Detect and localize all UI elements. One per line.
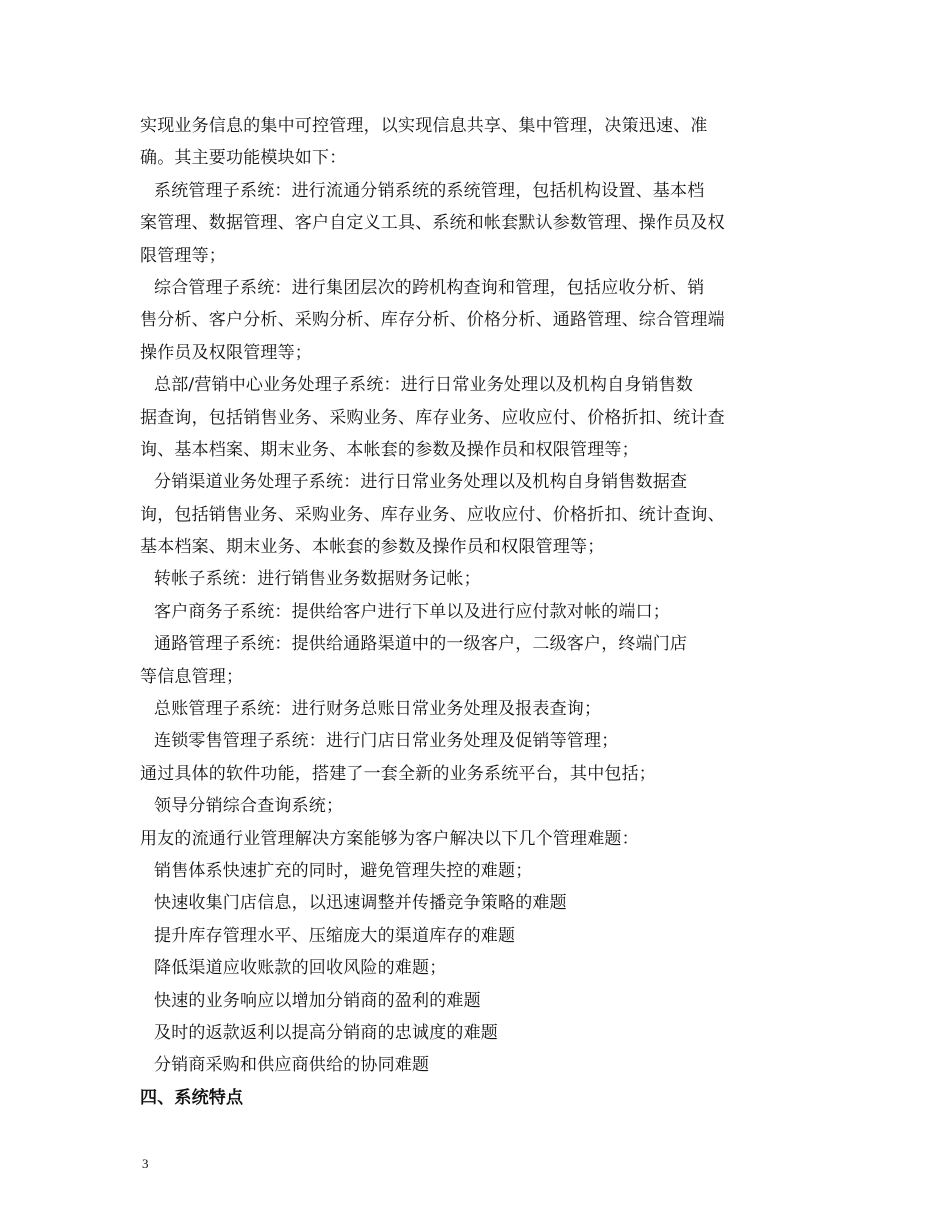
text-line: 据查询，包括销售业务、采购业务、库存业务、应收应付、价格折扣、统计查 [140, 407, 725, 428]
text-line: 降低渠道应收账款的回收风险的难题； [154, 958, 447, 979]
text-line: 快速收集门店信息，以迅速调整并传播竞争策略的难题 [154, 893, 567, 914]
text-line: 限管理等； [140, 245, 226, 266]
text-line: 客户商务子系统：提供给客户进行下单以及进行应付款对帐的端口； [154, 601, 670, 622]
text-line: 基本档案、期末业务、本帐套的参数及操作员和权限管理等； [140, 537, 605, 558]
section-heading: 四、系统特点 [140, 1087, 244, 1108]
text-line: 快速的业务响应以增加分销商的盈利的难题 [154, 990, 481, 1011]
text-line: 案管理、数据管理、客户自定义工具、系统和帐套默认参数管理、操作员及权 [140, 213, 725, 234]
text-line: 询，包括销售业务、采购业务、库存业务、应收应付、价格折扣、统计查询、 [140, 504, 725, 525]
text-line: 综合管理子系统：进行集团层次的跨机构查询和管理，包括应收分析、销 [154, 277, 705, 298]
text-line: 分销商采购和供应商供给的协同难题 [154, 1055, 430, 1076]
text-line: 通过具体的软件功能，搭建了一套全新的业务系统平台，其中包括； [140, 763, 656, 784]
text-line: 操作员及权限管理等； [140, 342, 312, 363]
text-line: 分销渠道业务处理子系统：进行日常业务处理以及机构自身销售数据查 [154, 472, 688, 493]
text-line: 销售体系快速扩充的同时，避免管理失控的难题； [154, 860, 533, 881]
text-line: 询、基本档案、期末业务、本帐套的参数及操作员和权限管理等； [140, 439, 639, 460]
text-line: 系统管理子系统：进行流通分销系统的系统管理，包括机构设置、基本档 [154, 180, 705, 201]
text-line: 实现业务信息的集中可控管理，以实现信息共享、集中管理，决策迅速、准 [140, 116, 708, 136]
text-line: 通路管理子系统：提供给通路渠道中的一级客户，二级客户，终端门店 [154, 634, 688, 655]
text-line: 售分析、客户分析、采购分析、库存分析、价格分析、通路管理、综合管理端 [140, 310, 725, 331]
text-line: 总账管理子系统：进行财务总账日常业务处理及报表查询； [154, 699, 602, 720]
text-line: 领导分销综合查询系统； [154, 796, 344, 817]
text-line: 用友的流通行业管理解决方案能够为客户解决以下几个管理难题： [140, 828, 639, 849]
document-body [140, 110, 790, 1114]
text-line: 转帐子系统：进行销售业务数据财务记帐； [154, 569, 481, 590]
text-line: 总部/营销中心业务处理子系统：进行日常业务处理以及机构自身销售数 [154, 375, 694, 396]
text-line: 及时的返款返利以提高分销商的忠诚度的难题 [154, 1022, 498, 1043]
page-number: 3 [142, 1156, 149, 1171]
text-line: 确。其主要功能模块如下： [140, 148, 347, 169]
text-line: 连锁零售管理子系统：进行门店日常业务处理及促销等管理； [154, 731, 619, 752]
text-line: 等信息管理； [140, 666, 244, 687]
text-line: 提升库存管理水平、压缩庞大的渠道库存的难题 [154, 925, 516, 946]
